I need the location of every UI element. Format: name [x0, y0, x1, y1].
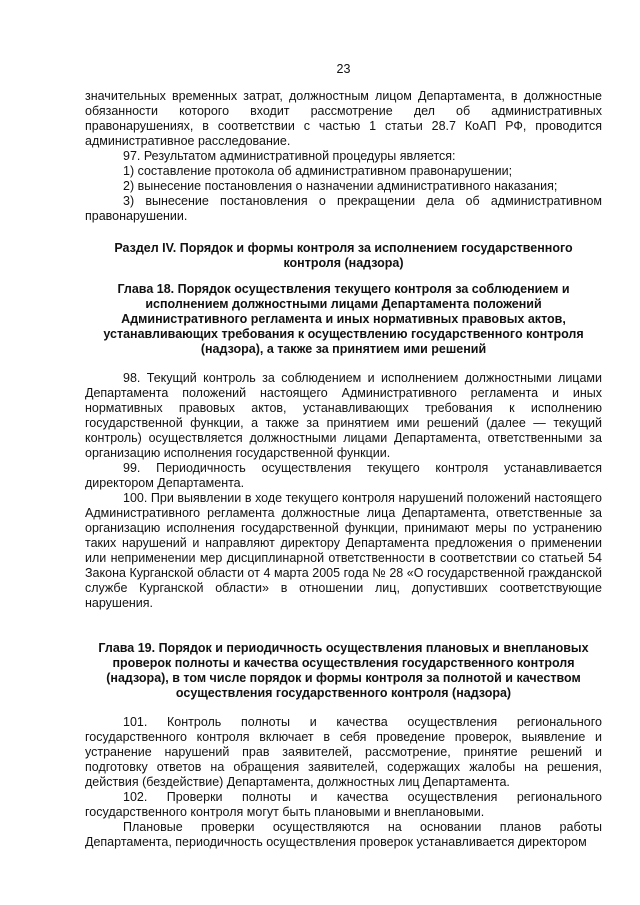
list-item-97-2: 2) вынесение постановления о назначении административного наказания; — [123, 179, 558, 193]
list-item-97-1: 1) составление протокола об административном правонарушении; — [123, 164, 513, 178]
chapter-19-heading: Глава 19. Порядок и периодичность осуществления плановых и внеплановых проверок полноты и качества осуществления государственного контроля (надзора), в том числе порядок и формы контроля за полнотой и качеством осуществления государственного контроля (надзора) — [98, 641, 589, 700]
paragraph-102: 102. Проверки полноты и качества осуществления регионального государственного контроля могут быть плановыми и внеплановыми. — [85, 790, 602, 819]
chapter-18-heading: Глава 18. Порядок осуществления текущего контроля за соблюдением и исполнением должностными лицами Департамента положений Административного регламента и иных нормативных правовых актов, устанавливающих требования к осуществлению государственного контроля (надзора), а также за принятием ими решений — [103, 282, 584, 356]
list-item-97-3: 3) вынесение постановления о прекращении дела об административном правонарушении. — [85, 194, 602, 223]
paragraph-97: 97. Результатом административной процедуры является: — [123, 149, 456, 163]
section-4-heading: Раздел IV. Порядок и формы контроля за исполнением государственного контроля (надзора) — [114, 241, 573, 270]
paragraph-99: 99. Периодичность осуществления текущего контроля устанавливается директором Департамента. — [85, 461, 602, 490]
paragraph-100: 100. При выявлении в ходе текущего контроля нарушений положений настоящего Административного регламента должностные лица Департамента, ответственные за организацию исполнения государственной функции, принимают меры по устранению таких нарушений и направляют директору Департамента предложения о применении или неприменении мер дисциплинарной ответственности в соответствии со статьей 54 Закона Курганской области от 4 марта 2005 года № 28 «О государственной гражданской службе Курганской области» в отношении лиц, допустивших соответствующие нарушения. — [85, 491, 602, 610]
page-number: 23 — [336, 62, 351, 76]
paragraph-continuation: значительных временных затрат, должностным лицом Департамента, в должностные обязанности которого входит рассмотрение дел об административных правонарушениях, в соответствии с частью 1 статьи 28.7 КоАП РФ, проводится административное расследование. — [85, 89, 602, 148]
paragraph-98: 98. Текущий контроль за соблюдением и исполнением должностными лицами Департамента положений настоящего Административного регламента и иных нормативных правовых актов, устанавливающих требования к исполнению государственной функции, а также за принятием ими решений (далее — текущий контроль) осуществляется должностными лицами Департамента, ответственными за организацию исполнения государственной функции. — [85, 371, 602, 460]
paragraph-101: 101. Контроль полноты и качества осуществления регионального государственного контроля включает в себя проведение проверок, выявление и устранение нарушений прав заявителей, рассмотрение, принятие решений и подготовку ответов на обращения заявителей, содержащих жалобы на решения, действия (бездействие) Департамента, должностных лиц Департамента. — [85, 715, 602, 789]
paragraph-planned-checks: Плановые проверки осуществляются на основании планов работы Департамента, периодичность осуществления проверок устанавливается директором — [85, 820, 602, 849]
